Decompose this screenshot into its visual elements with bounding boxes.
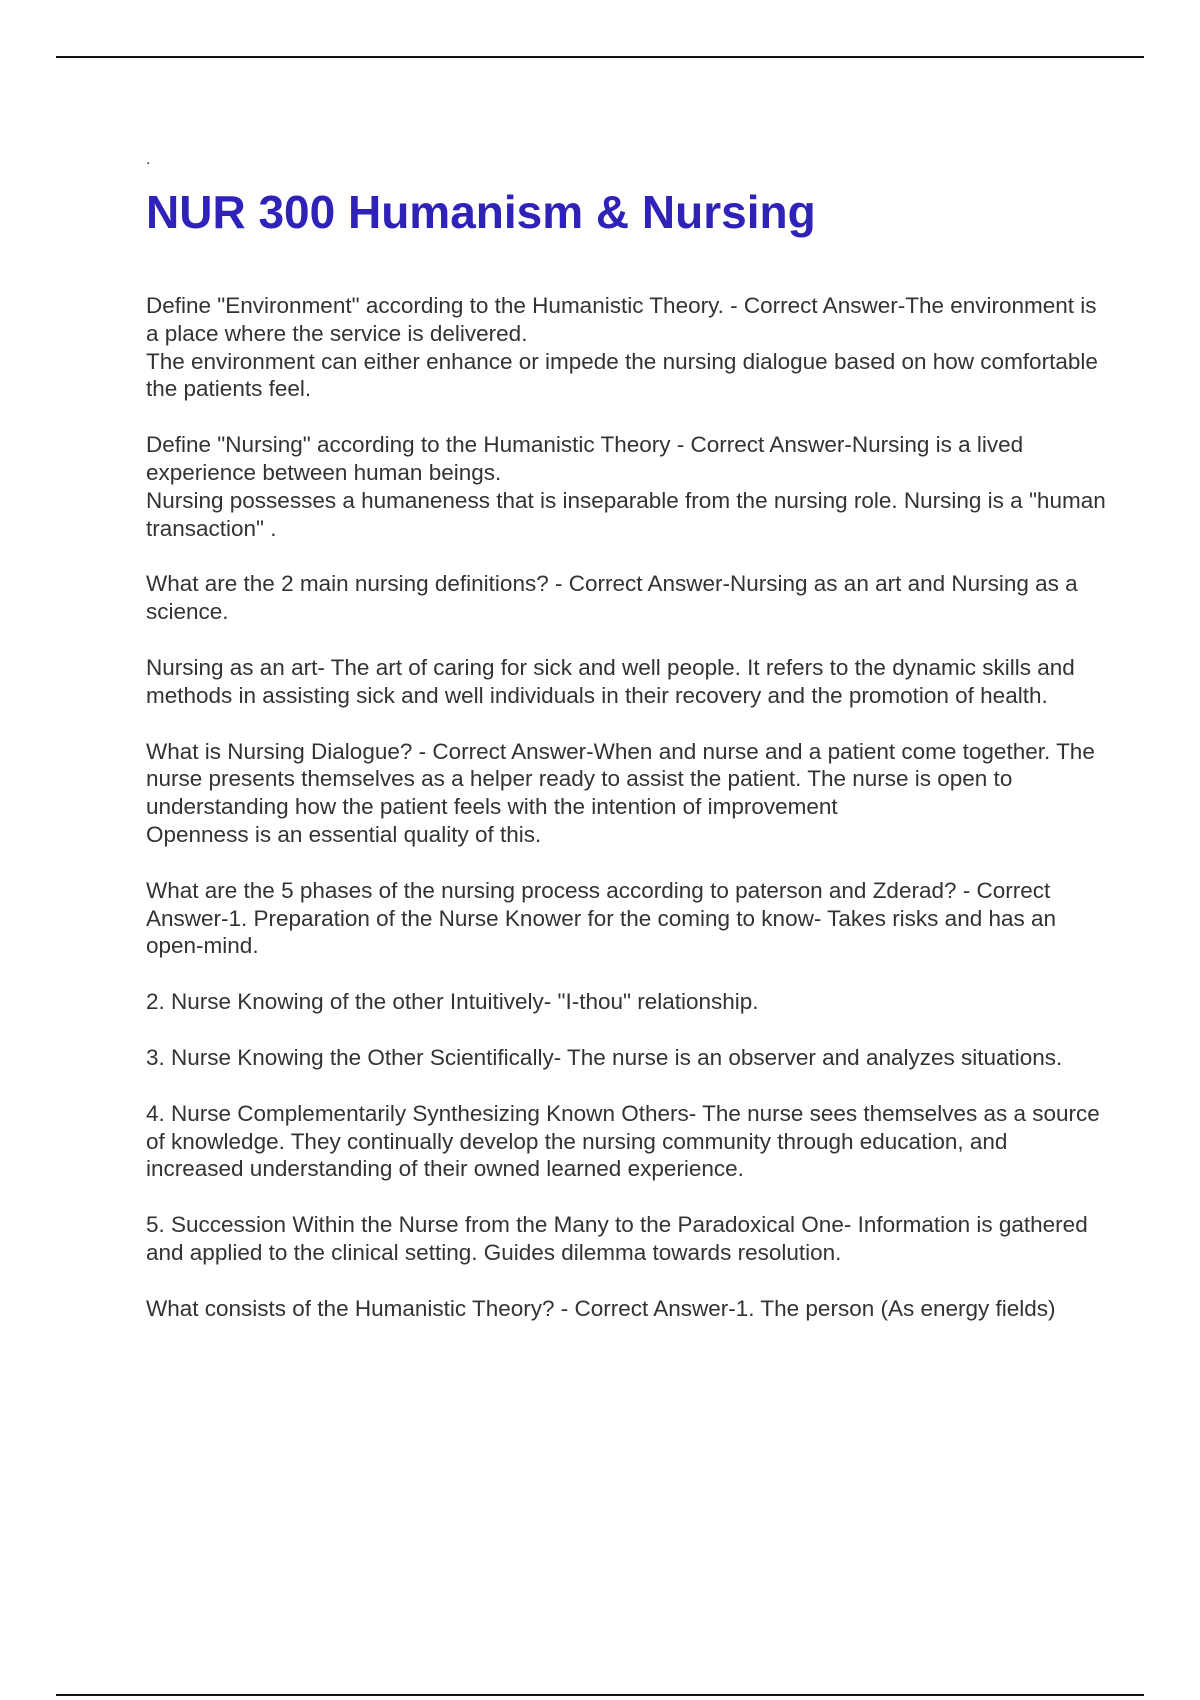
- phase-2: [146, 988, 1106, 1016]
- dot-mark: .: [146, 151, 151, 168]
- entry-line: 5. Succession Within the Nurse from the Many to the Paradoxical One- Information is gathered and applied to the clinical setting. Guides dilemma towards resolution.: [146, 1212, 1088, 1265]
- document-title: NUR 300 Humanism & Nursing: [146, 186, 816, 238]
- bottom-divider: [56, 1694, 1144, 1696]
- entry-line: Nursing as an art- The art of caring for sick and well people. It refers to the dynamic skills and methods in assisting sick and well individuals in their recovery and the promotion of health.: [146, 654, 1075, 708]
- qa-entry-environment: [146, 292, 1106, 403]
- entry-line: Nursing possesses a humaneness that is inseparable from the nursing role. Nursing is a "human transaction" .: [146, 487, 1106, 541]
- phase-4: [146, 1100, 1106, 1183]
- entry-line: 4. Nurse Complementarily Synthesizing Known Others- The nurse sees themselves as a source of knowledge. They continually develop the nursing community through education, and increased understanding of their owned learned experience.: [146, 1100, 1100, 1182]
- entry-line: What are the 2 main nursing definitions? - Correct Answer-Nursing as an art and Nursing as a science.: [146, 571, 1078, 625]
- qa-entry-dialogue: [146, 738, 1106, 849]
- entry-line: Define "Nursing" according to the Humanistic Theory - Correct Answer-Nursing is a lived experience between human beings.: [146, 432, 1024, 485]
- entry-line: 3. Nurse Knowing the Other Scientifically- The nurse is an observer and analyzes situations.: [146, 1044, 1063, 1070]
- entry-line: What is Nursing Dialogue? - Correct Answer-When and nurse and a patient come together. The nurse presents themselves as a helper ready to assist the patient. The nurse is open to understanding how the patient feels with the intention of improvement: [146, 738, 1095, 820]
- qa-entry-theory-components: [146, 1295, 1106, 1323]
- qa-entry-phases: [146, 877, 1106, 960]
- qa-entry-nursing: [146, 431, 1106, 542]
- qa-entry-art: [146, 654, 1106, 710]
- entry-line: 2. Nurse Knowing of the other Intuitively- "I-thou" relationship.: [146, 989, 759, 1015]
- top-divider: [56, 56, 1144, 58]
- qa-entries: [146, 292, 1106, 1323]
- qa-entry-definitions: [146, 570, 1106, 626]
- phase-5: [146, 1211, 1106, 1267]
- entry-line: The environment can either enhance or impede the nursing dialogue based on how comfortable the patients feel.: [146, 348, 1098, 402]
- entry-line: What consists of the Humanistic Theory? - Correct Answer-1. The person (As energy fields): [146, 1295, 1056, 1321]
- entry-line: What are the 5 phases of the nursing process according to paterson and Zderad? - Correct Answer-1. Preparation of the Nurse Knower for the coming to know- Takes risks and has an open-mind.: [146, 877, 1057, 959]
- phase-3: [146, 1044, 1106, 1072]
- document-body: [146, 150, 1106, 1351]
- entry-line: Openness is an essential quality of this.: [146, 821, 542, 847]
- entry-line: Define "Environment" according to the Humanistic Theory. - Correct Answer-The environment is a place where the service is delivered.: [146, 293, 1097, 346]
